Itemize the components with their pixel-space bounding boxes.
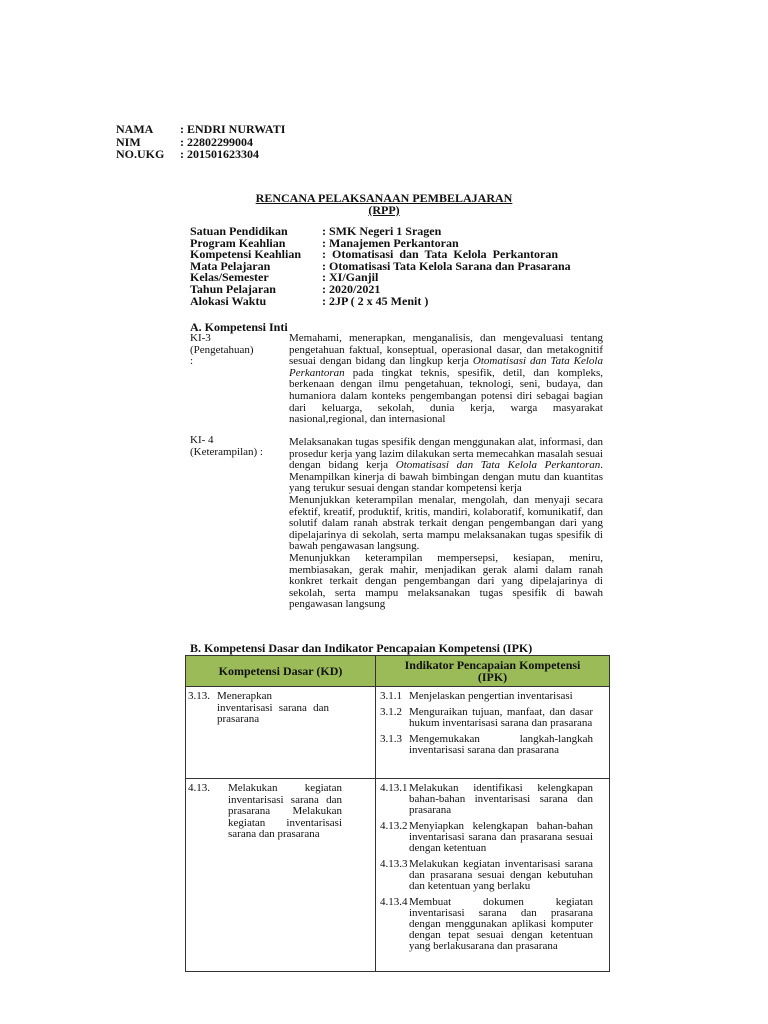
meta-value: : 2020/2021	[322, 282, 381, 296]
meta-value: : SMK Negeri 1 Sragen	[322, 224, 442, 238]
list-item	[380, 783, 593, 816]
nama-label: NAMA	[116, 122, 154, 136]
ipk-number: 4.13.1	[380, 782, 408, 794]
section-b-heading: B. Kompetensi Dasar dan Indikator Pencapaian Kompetensi (IPK)	[190, 641, 533, 655]
ipk-number: 3.1.1	[380, 690, 402, 702]
identity-nama	[116, 122, 376, 135]
ki3-label: KI-3	[190, 332, 211, 344]
kd-text: Menerapkan inventarisasi sarana dan prasarana	[217, 690, 329, 726]
kd-number: 4.13.	[188, 782, 210, 794]
ki4-text-part: . Menampilkan kinerja di bawah bimbingan dengan mutu dan kuantitas yang terukur sesuai dengan standar kompetensi kerja	[289, 459, 604, 495]
kd-cell	[186, 779, 376, 972]
table-row	[186, 687, 610, 779]
meta-value: : Otomatisasi Tata Kelola Sarana dan Prasarana	[322, 258, 571, 273]
meta-label: Program Keahlian	[190, 235, 286, 250]
meta-block	[190, 226, 610, 316]
ki4-label-block	[190, 435, 285, 458]
nim-value: : 22802299004	[180, 135, 253, 149]
header-ipk: Indikator Pencapaian Kompetensi (IPK)	[376, 656, 610, 687]
ipk-text: Menjelaskan pengertian inventarisasi	[409, 690, 573, 702]
ipk-text: Menyiapkan kelengkapan bahan-bahan inventarisasi sarana dan prasarana sesuai dengan ketentuan	[409, 820, 593, 854]
ipk-cell	[376, 779, 610, 972]
table-header-row	[186, 656, 610, 687]
list-item	[380, 821, 593, 854]
section-a-heading: A. Kompetensi Inti	[190, 320, 288, 334]
meta-value: : 2JP ( 2 x 45 Menit )	[322, 293, 429, 308]
list-item	[380, 734, 593, 756]
ki3-text	[289, 333, 603, 426]
list-item	[380, 707, 593, 729]
ki3-text-part: pada tingkat teknis, spesifik, detil, dan kompleks, berkenaan dengan ilmu pengetahuan, teknologi, seni, budaya, dan humaniora dalam konteks pengembangan potensi diri sebagai bagian dari keluarga, sekolah, dunia kerja, warga masyarakat nasional,regional, dan internasional	[289, 366, 603, 426]
ki3-sub: (Pengetahuan)	[190, 343, 254, 356]
nama-value: : ENDRI NURWATI	[180, 122, 286, 136]
ipk-number: 4.13.3	[380, 858, 408, 870]
ipk-text: Melakukan identifikasi kelengkapan bahan-bahan inventarisasi sarana dan prasarana	[409, 782, 593, 816]
ipk-text: Menguraikan tujuan, manfaat, dan dasar hukum inventarisasi sarana dan prasarana	[409, 706, 593, 729]
ki4-text-italic: Otomatisasi dan Tata Kelola Perkantoran	[395, 459, 601, 472]
ukg-value: : 201501623304	[180, 147, 259, 161]
list-item	[380, 859, 593, 892]
meta-label: Alokasi Waktu	[190, 293, 267, 308]
ki3-text-italic: Otomatisasi dan Tata Kelola Perkantoran	[289, 355, 603, 379]
header-kd: Kompetensi Dasar (KD)	[186, 656, 376, 687]
list-item	[380, 691, 593, 702]
ki4-sub: (Keterampilan) :	[190, 445, 263, 458]
meta-label: Mata Pelajaran	[190, 258, 271, 273]
meta-label: Kompetensi Keahlian	[190, 247, 302, 262]
ipk-text: Mengemukakan langkah-langkah inventarisasi sarana dan prasarana	[409, 733, 593, 756]
ipk-cell	[376, 687, 610, 779]
ipk-number: 4.13.4	[380, 896, 408, 908]
ki3-text-part: Memahami, menerapkan, menganalisis, dan mengevaluasi tentang pengetahuan faktual, konseptual, operasional dasar, dan metakognitif sesuai dengan bidang dan lingkup kerja	[289, 332, 603, 368]
meta-value: : XI/Ganjil	[322, 270, 379, 285]
meta-label: Kelas/Semester	[190, 270, 269, 285]
ki4-text-part: Melaksanakan tugas spesifik dengan menggunakan alat, informasi, dan prosedur kerja yang lazim dilakukan serta memecahkan masalah sesuai dengan bidang kerja	[289, 436, 603, 472]
nim-label: NIM	[116, 135, 141, 149]
ki4-text	[289, 437, 603, 611]
ukg-label: NO.UKG	[116, 147, 165, 161]
ki4-paragraph-2: Menunjukkan keterampilan menalar, mengolah, dan menyaji secara efektif, kreatif, produktif, kritis, mandiri, kolaboratif, komunikatif, dan solutif dalam ranah abstrak terkait dengan pengembangan dari yang dipelajarinya di sekolah, serta mampu melaksanakan tugas spesifik di bawah pengawasan langsung.	[289, 493, 603, 553]
ipk-text: Membuat dokumen kegiatan inventarisasi sarana dan prasarana dengan menggunakan aplikasi komputer dengan tepat sesuai dengan ketentuan yang berlakusarana dan prasarana	[409, 896, 593, 952]
kd-ipk-table	[185, 655, 610, 972]
kd-cell	[186, 687, 376, 779]
meta-label: Tahun Pelajaran	[190, 282, 276, 296]
meta-value: : Otomatisasi dan Tata Kelola Perkantoran	[322, 247, 559, 262]
meta-value: : Manajemen Perkantoran	[322, 235, 459, 250]
list-item	[380, 897, 593, 952]
ipk-number: 4.13.2	[380, 820, 408, 832]
ipk-number: 3.1.3	[380, 733, 402, 745]
kd-number: 3.13.	[188, 690, 210, 702]
ipk-number: 3.1.2	[380, 706, 402, 718]
ipk-text: Melakukan kegiatan inventarisasi sarana dan prasarana sesuai dengan kebutuhan dan ketentuan yang berlaku	[409, 858, 593, 892]
table-row	[186, 779, 610, 972]
identity-ukg	[116, 147, 376, 160]
ki3-colon: :	[190, 355, 194, 368]
ki4-label: KI- 4	[190, 434, 214, 446]
document-subtitle: (RPP)	[368, 203, 400, 217]
meta-label: Satuan Pendidikan	[190, 224, 288, 238]
kd-text: Melakukan kegiatan inventarisasi sarana dan prasarana Melakukan kegiatan inventarisasi sarana dan prasarana	[228, 782, 342, 841]
ki3-label-block	[190, 333, 285, 368]
document-title: RENCANA PELAKSANAAN PEMBELAJARAN	[255, 191, 513, 205]
ki4-paragraph-3: Menunjukkan keterampilan mempersepsi, kesiapan, meniru, membiasakan, gerak mahir, menjadikan gerak alami dalam ranah konkret terkait dengan pengembangan dari yang dipelajarinya di sekolah, serta mampu melaksanakan tugas spesifik di bawah pengawasan langsung	[289, 551, 603, 611]
